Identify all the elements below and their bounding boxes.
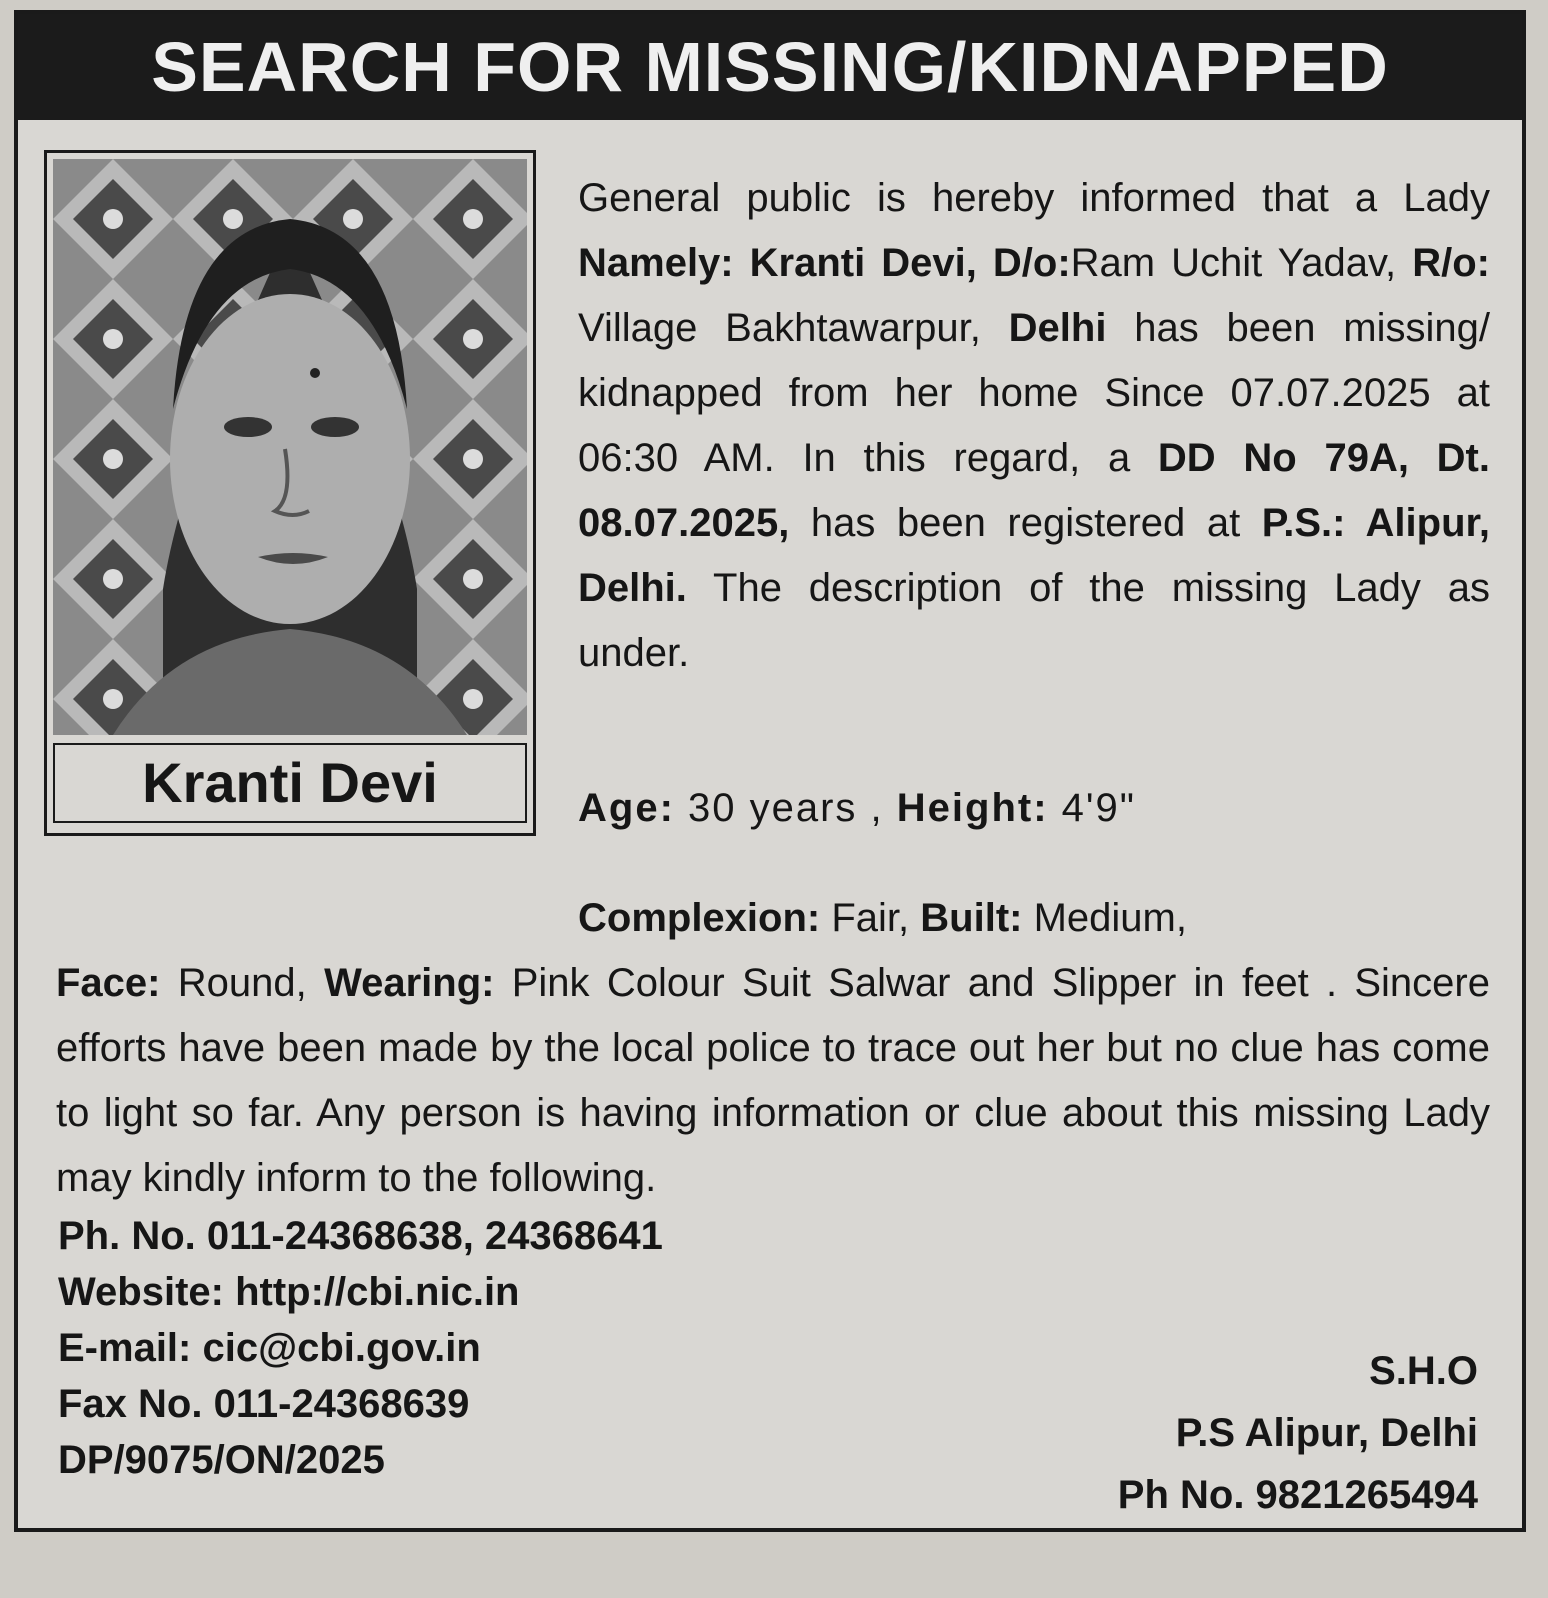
portrait-image (53, 159, 527, 735)
dd-number: DD No 79A, Dt. 08.07.2025, (578, 436, 1490, 545)
officer-station: P.S Alipur, Delhi (1175, 1411, 1478, 1455)
reference-number: DP/9075/ON/2025 (58, 1438, 385, 1482)
missing-person-notice (14, 10, 1526, 1532)
police-station: P.S.: Alipur, Delhi. (578, 501, 1490, 610)
officer-phone: Ph No. 9821265494 (1117, 1473, 1478, 1517)
intro-text-1: General public is hereby informed that a Lady (578, 176, 1490, 220)
height-value: 4'9" (1048, 786, 1136, 830)
photo-caption: Kranti Devi (53, 743, 527, 823)
face-label: Face: (56, 961, 161, 1005)
signature-block (878, 1340, 1478, 1526)
contact-fax: Fax No. 011-24368639 (58, 1382, 470, 1426)
notice-banner-title: SEARCH FOR MISSING/KIDNAPPED (18, 14, 1522, 120)
complexion-label: Complexion: (578, 896, 821, 940)
resident-of-label: R/o: (1412, 241, 1490, 285)
city-name: Delhi (1008, 306, 1107, 350)
built-label: Built: (920, 896, 1023, 940)
father-name: Ram Uchit Yadav, (1070, 241, 1413, 285)
wearing-value: Pink Colour Suit Salwar and Slipper in feet . Sincere efforts have been made by the local police to trace out her but no clue has come to light so far. Any person is having information or clue about this missing Lady may kindly inform to the following. (56, 961, 1490, 1200)
daughter-of-label: D/o: (992, 241, 1071, 285)
face-value: Round, (160, 961, 325, 1005)
age-value: 30 years , (674, 786, 897, 830)
village-name: Village Bakhtawarpur, (578, 306, 1009, 350)
intro-text-4: The description of the missing Lady as under. (578, 566, 1490, 675)
wearing-label: Wearing: (324, 961, 495, 1005)
attributes-top (578, 776, 1490, 841)
height-label: Height: (896, 786, 1049, 830)
notice-intro-paragraph (578, 166, 1490, 686)
contact-block (58, 1208, 958, 1488)
contact-website: Website: http://cbi.nic.in (58, 1270, 520, 1314)
missing-person-name: Kranti Devi, (749, 241, 977, 285)
complexion-value: Fair, (820, 896, 921, 940)
attributes-main (56, 886, 1490, 1211)
contact-phone: Ph. No. 011-24368638, 24368641 (58, 1214, 663, 1258)
portrait-photo (53, 159, 527, 735)
intro-text-3: has been registered at (789, 501, 1262, 545)
contact-email: E-mail: cic@cbi.gov.in (58, 1326, 481, 1370)
built-value: Medium, (1022, 896, 1187, 940)
complexion-line (56, 886, 1490, 951)
photo-frame (44, 150, 536, 836)
age-label: Age: (578, 786, 675, 830)
name-label: Namely: (578, 241, 734, 285)
officer-title: S.H.O (1369, 1349, 1478, 1393)
description-paragraph (56, 951, 1490, 1211)
intro-text-2: has been missing/ kidnapped from her home Since 07.07.2025 at 06:30 AM. In this regard, a (578, 306, 1491, 480)
